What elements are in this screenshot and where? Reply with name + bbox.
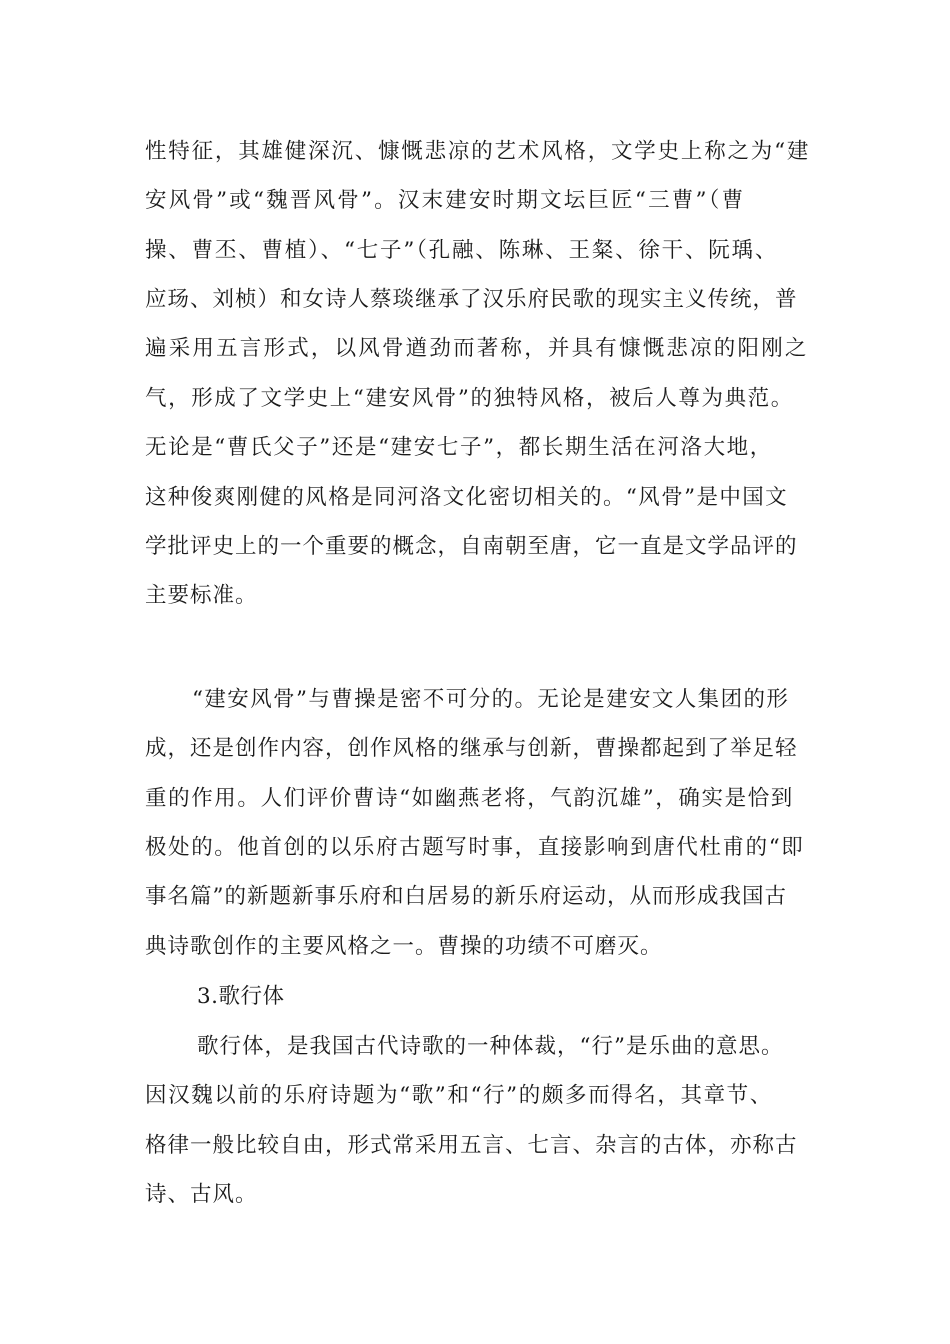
paragraph-1-line: 性特征，其雄健深沉、慷慨悲凉的艺术风格，文学史上称之为“建: [145, 139, 811, 164]
paragraph-1-line: 遍采用五言形式，以风骨遒劲而著称，并具有慷慨悲凉的阳刚之: [145, 336, 809, 361]
paragraph-1-line: 气，形成了文学史上“建安风骨”的独特风格，被后人尊为典范。: [145, 386, 794, 411]
paragraph-1-line: 无论是“曹氏父子”还是“建安七子”，都长期生活在河洛大地，: [145, 435, 773, 460]
section-heading: 3.歌行体: [197, 984, 285, 1009]
paragraph-1-line: 主要标准。: [145, 583, 258, 608]
paragraph-2-line: 重的作用。人们评价曹诗“如幽燕老将，气韵沉雄”，确实是恰到: [145, 786, 794, 811]
paragraph-2-line: 事名篇”的新题新事乐府和白居易的新乐府运动，从而形成我国古: [145, 884, 787, 909]
paragraph-3-line: 因汉魏以前的乐府诗题为“歌”和“行”的颇多而得名，其章节、: [145, 1083, 773, 1108]
paragraph-1-line: 安风骨”或“魏晋风骨”。汉末建安时期文坛巨匠“三曹”（曹: [145, 188, 746, 213]
paragraph-1-line: 这种俊爽刚健的风格是同河洛文化密切相关的。“风骨”是中国文: [145, 485, 789, 510]
paragraph-2-line: 成，还是创作内容，创作风格的继承与创新，曹操都起到了举足轻: [145, 736, 798, 761]
paragraph-2-line: 典诗歌创作的主要风格之一。曹操的功绩不可磨灭。: [145, 934, 663, 959]
paragraph-1-line: 学批评史上的一个重要的概念，自南朝至唐，它一直是文学品评的: [145, 534, 798, 559]
paragraph-2-line: 极处的。他首创的以乐府古题写时事，直接影响到唐代杜甫的“即: [145, 835, 805, 860]
paragraph-3-line: 诗、古风。: [145, 1182, 258, 1207]
paragraph-3-line: 歌行体，是我国古代诗歌的一种体裁，“行”是乐曲的意思。: [197, 1034, 784, 1059]
paragraph-1-line: 应玚、刘桢）和女诗人蔡琰继承了汉乐府民歌的现实主义传统，普: [145, 287, 798, 312]
paragraph-1-line: 操、曹丕、曹植）、“七子”（孔融、陈琳、王粲、徐干、阮瑀、: [145, 238, 779, 263]
paragraph-2-line: “建安风骨”与曹操是密不可分的。无论是建安文人集团的形: [192, 687, 790, 712]
paragraph-3-line: 格律一般比较自由，形式常采用五言、七言、杂言的古体，亦称古: [145, 1133, 798, 1158]
